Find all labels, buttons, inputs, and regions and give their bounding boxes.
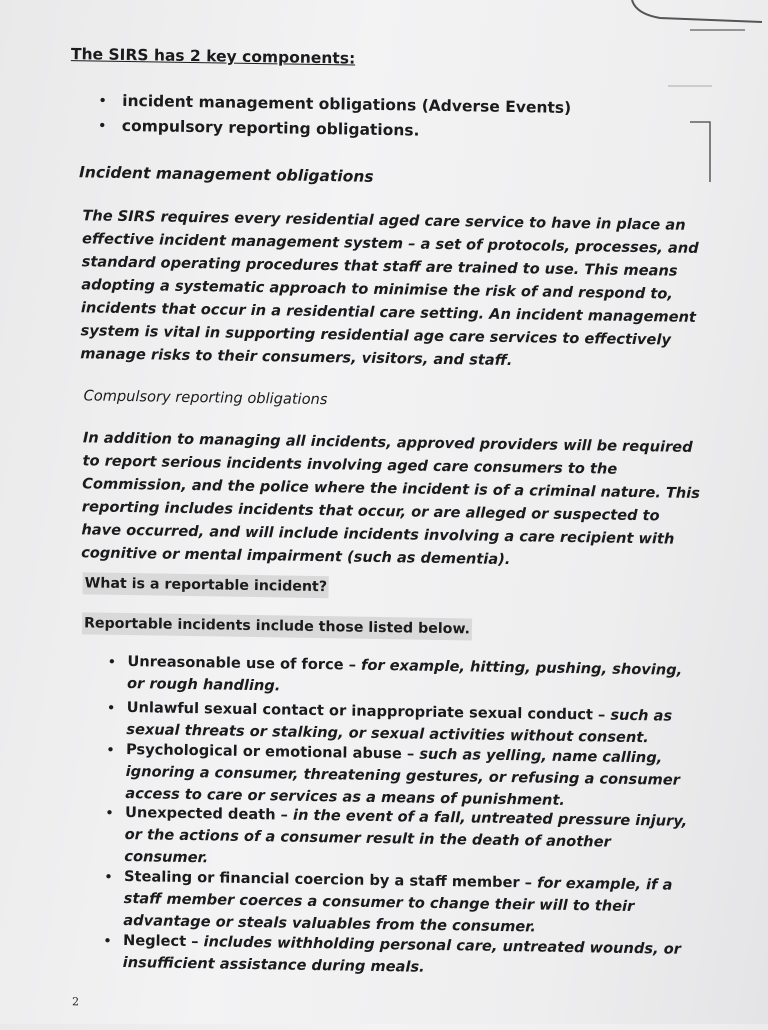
incident-label: Psychological or emotional abuse –: [125, 741, 420, 763]
incident-desc: such as yelling, name calling,: [419, 745, 663, 767]
incident-desc: in the event of a fall, untreated pressure injury,: [292, 806, 688, 830]
section2-title: Compulsory reporting obligations: [83, 387, 328, 409]
bullet-icon: •: [105, 740, 116, 759]
section2-line: to report serious incidents involving aged care consumers to the: [82, 452, 618, 478]
incident-label: Neglect –: [122, 932, 204, 951]
incident-desc: access to care or services as a means of punishment.: [125, 785, 566, 809]
incident-label: Stealing or financial coercion by a staff member –: [123, 868, 538, 892]
section1-title: Incident management obligations: [78, 163, 374, 186]
section1-line: The SIRS requires every residential aged care service to have in place an: [82, 207, 686, 234]
component-1: incident management obligations (Adverse Events): [122, 91, 572, 117]
bullet-icon: •: [106, 698, 116, 717]
incident-desc: for example, hitting, pushing, shoving,: [360, 656, 683, 679]
bullet-icon: •: [107, 652, 117, 671]
section2-line: reporting includes incidents that occur, or are alleged or suspected to: [81, 498, 660, 525]
incident-desc: staff member coerces a consumer to change their will to their: [123, 890, 635, 916]
incident-label: Unexpected death –: [124, 804, 294, 824]
component-2: compulsory reporting obligations.: [121, 116, 420, 140]
bullet-icon: •: [97, 116, 107, 135]
section1-line: incidents that occur in a residential care setting. An incident management: [80, 299, 697, 326]
incident-desc: for example, if a: [536, 874, 673, 894]
section1-line: effective incident management system – a set of protocols, processes, and: [81, 230, 699, 257]
incident-desc: or the actions of a consumer result in the death of another: [124, 826, 611, 851]
incident-desc: sexual threats or stalking, or sexual activities without consent.: [126, 721, 649, 747]
bullet-icon: •: [104, 803, 115, 822]
incident-desc: consumer.: [124, 848, 209, 867]
incident-label: Unlawful sexual contact or inappropriate sexual conduct –: [126, 699, 611, 724]
reportable-question: What is a reportable incident?: [82, 572, 329, 598]
section1-line: adopting a systematic approach to minimise the risk of and respond to,: [81, 276, 673, 303]
section1-line: system is vital in supporting residential age care services to effectively: [80, 322, 672, 349]
section2-line: In addition to managing all incidents, approved providers will be required: [82, 429, 693, 456]
section1-line: manage risks to their consumers, visitors, and staff.: [80, 345, 513, 370]
incident-desc: or rough handling.: [126, 675, 281, 695]
section1-line: standard operating procedures that staff are trained to use. This means: [81, 253, 678, 280]
bullet-icon: •: [102, 931, 113, 950]
incident-desc: advantage or steals valuables from the consumer.: [123, 912, 537, 936]
bullet-icon: •: [98, 91, 108, 110]
page-heading: The SIRS has 2 key components:: [70, 45, 356, 68]
section2-line: Commission, and the police where the incident is of a criminal nature. This: [82, 475, 701, 503]
incident-desc: such as: [610, 706, 673, 725]
reportable-intro: Reportable incidents include those listed below.: [82, 612, 472, 640]
incident-desc: insufficient assistance during meals.: [122, 954, 425, 976]
bullet-icon: •: [103, 867, 114, 886]
incident-desc: ignoring a consumer, threatening gestures, or refusing a consumer: [125, 763, 681, 789]
incident-label: Unreasonable use of force –: [127, 653, 362, 674]
section2-line: have occurred, and will include incidents involving a care recipient with: [81, 521, 675, 548]
incident-desc: includes withholding personal care, untreated wounds, or: [203, 933, 682, 958]
page-number: 2: [71, 995, 80, 1009]
section2-line: cognitive or mental impairment (such as dementia).: [81, 544, 511, 569]
